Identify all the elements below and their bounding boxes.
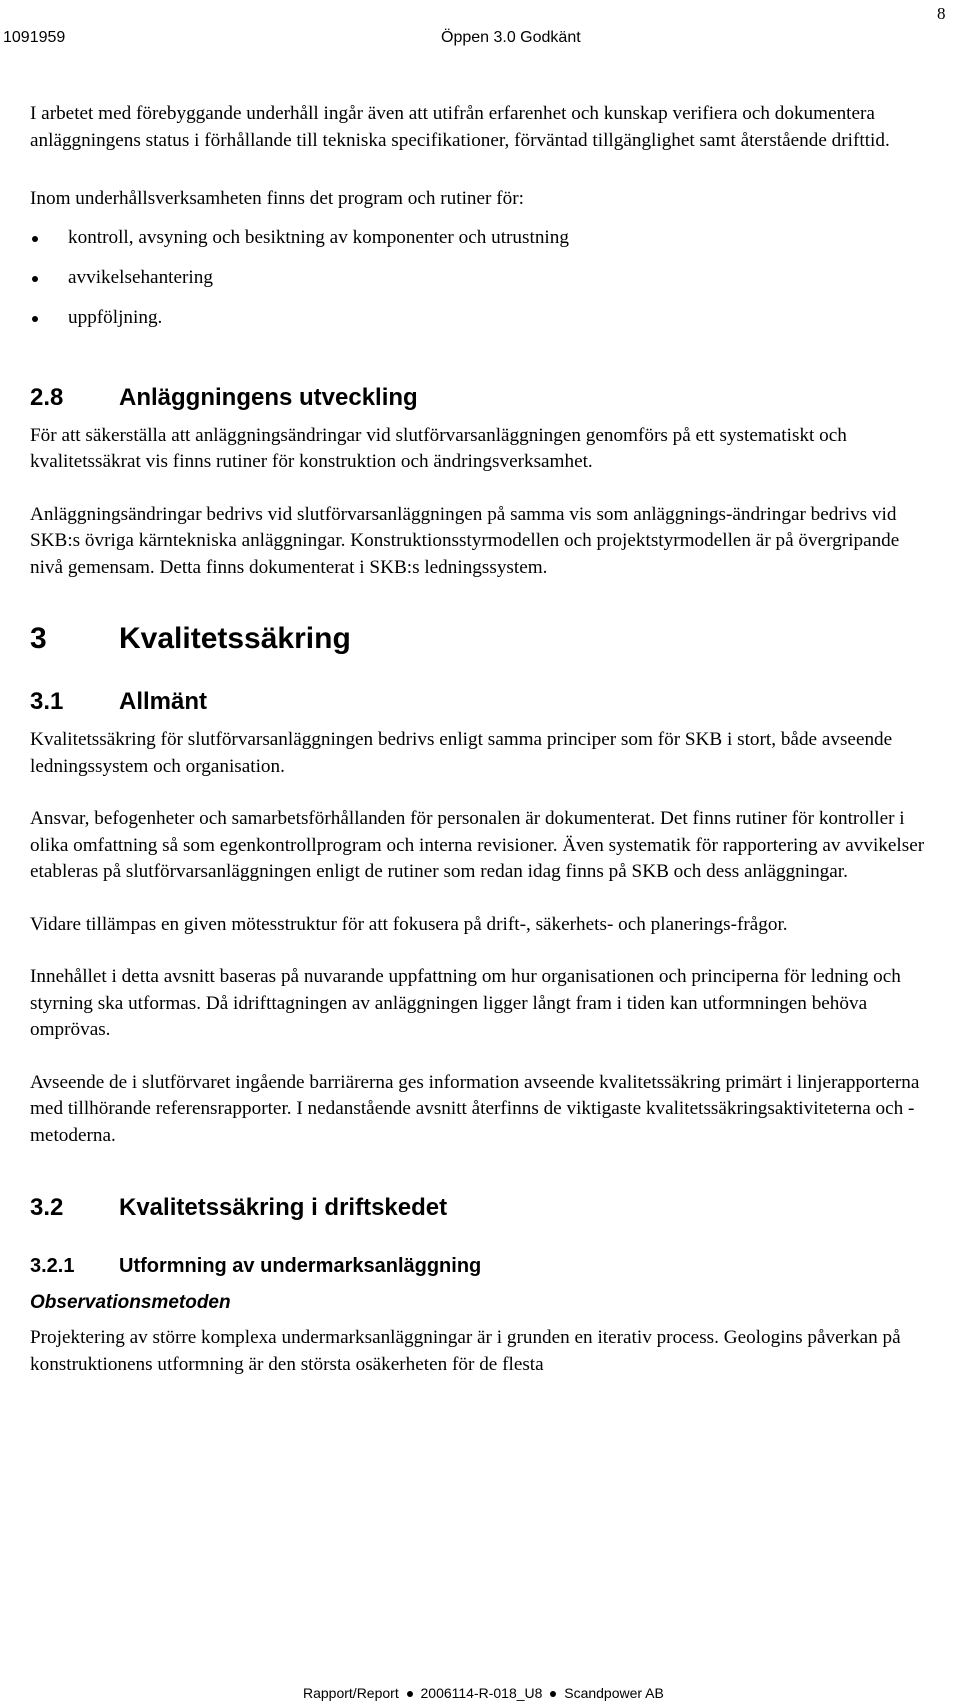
header-status: Öppen 3.0 Godkänt (441, 29, 581, 46)
list-item-text: kontroll, avsyning och besiktning av komponenter och utrustning (68, 226, 569, 248)
section-number: 2.8 (30, 383, 64, 411)
paragraph: Ansvar, befogenheter och samarbetsförhållanden för personalen är dokumenterat. Det finns rutiner för kontroller i olika omfattning så som egenkontrollprogram och interna revisioner. Även systematik för rapportering av avvikelser etableras på slutförvarsanläggningen enligt de rutiner som redan idag finns på SKB och dess anläggningar. (30, 808, 925, 882)
section-title: Kvalitetssäkring (119, 622, 351, 655)
section-heading-3-1 (30, 687, 930, 717)
section-title: Kvalitetssäkring i driftskedet (119, 1194, 448, 1221)
section-title: Anläggningens utveckling (119, 383, 418, 411)
footer-report-label: Rapport/Report (303, 1685, 399, 1701)
paragraph: Projektering av större komplexa undermarksanläggningar är i grunden en iterativ process. Geologins påverkan på konstruktionens utformning är den största osäkerheten för de flesta (30, 1327, 901, 1375)
list-item (30, 265, 930, 305)
subheading-observationsmetoden: Observationsmetoden (30, 1292, 231, 1313)
section-number: 3.2 (30, 1194, 64, 1221)
paragraph: Kvalitetssäkring för slutförvarsanläggningen bedrivs enligt samma principer som för SKB i stort, både avseende ledningssystem och organisation. (30, 729, 893, 777)
footer-company: Scandpower AB (564, 1685, 664, 1701)
page-content (30, 101, 930, 1378)
section-title: Utformning av undermarksanläggning (119, 1255, 482, 1277)
bullet-icon (32, 276, 38, 282)
section-title: Allmänt (119, 688, 208, 715)
section-heading-3-2 (30, 1193, 930, 1223)
paragraph: För att säkerställa att anläggningsändringar vid slutförvarsanläggningen genomförs på ett systematiskt och kvalitetssäkrat vis finns rutiner för konstruktion och ändringsverksamhet. (30, 424, 847, 472)
list-item-text: uppföljning. (68, 306, 163, 328)
section-heading-3-2-1 (30, 1253, 930, 1279)
paragraph: Vidare tillämpas en given mötesstruktur för att fokusera på drift-, säkerhets- och planerings-frågor. (30, 913, 788, 935)
intro-paragraph: I arbetet med förebyggande underhåll ingår även att utifrån erfarenhet och kunskap verifiera och dokumentera anläggningens status i förhållande till tekniska specifikationer, förväntad tillgänglighet samt återstående drifttid. (30, 103, 890, 151)
list-item-text: avvikelsehantering (68, 266, 213, 288)
bullet-icon (32, 316, 38, 322)
list-item (30, 305, 930, 345)
header-doc-id: 1091959 (3, 29, 66, 46)
paragraph: Anläggningsändringar bedrivs vid slutförvarsanläggningen på samma vis som anläggnings-ändringar bedrivs vid SKB:s övriga kärntekniska anläggningar. Konstruktionsstyrmodellen och projektstyrmodellen är på övergripande nivå gemensam. Detta finns dokumenterat i SKB:s ledningssystem. (30, 503, 900, 578)
section-number: 3.1 (30, 688, 64, 715)
list-item (30, 225, 930, 265)
program-intro-paragraph: Inom underhållsverksamheten finns det program och rutiner för: (30, 188, 524, 209)
paragraph: Innehållet i detta avsnitt baseras på nuvarande uppfattning om hur organisationen och principerna för ledning och styrning ska utformas. Då idrifttagningen av anläggningen ligger långt fram i tiden kan utformningen behöva omprövas. (30, 966, 901, 1040)
section-number: 3.2.1 (30, 1255, 75, 1277)
section-number: 3 (30, 622, 47, 655)
paragraph: Avseende de i slutförvaret ingående barriärerna ges information avseende kvalitetssäkring primärt i linjerapporterna med tillhörande referensrapporter. I nedanstående avsnitt återfinns de viktigaste kvalitetssäkringsaktiviteterna och -metoderna. (30, 1071, 920, 1146)
section-heading-2-8 (30, 383, 930, 413)
section-heading-3 (30, 619, 930, 659)
page-number: 8 (937, 4, 946, 23)
footer-separator-icon (550, 1691, 556, 1697)
maintenance-bullet-list (30, 225, 930, 345)
bullet-icon (32, 236, 38, 242)
footer-report-number: 2006114-R-018_U8 (420, 1685, 543, 1701)
page-footer (303, 1684, 664, 1702)
footer-separator-icon (407, 1691, 413, 1697)
